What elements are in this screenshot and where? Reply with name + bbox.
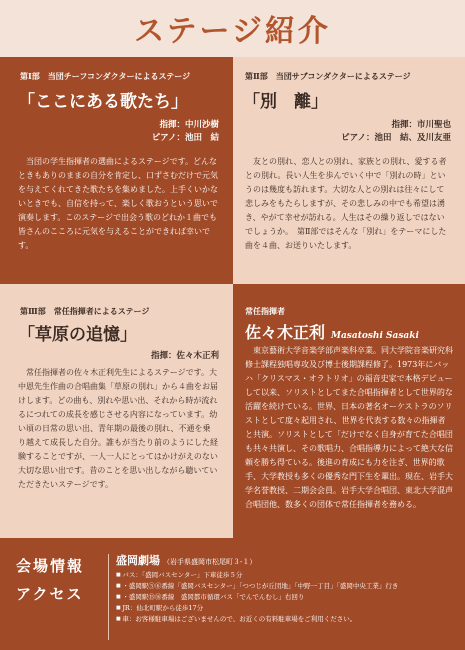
part1-description: 当団の学生指揮者の選曲によるステージです。どんなときもありのままの自分を肯定し、口ずさむだけで元気を与えてくれてきた歌たちを集めました。上手くいかないときでも、自信を持って、楽しく歌おうという思いで演奏します。このステージで出会う歌のどれか１曲でも皆さんのこころに元気を与えることができれば幸いです。 [18, 157, 218, 250]
part3-heading: 第Ⅲ部 常任指揮者によるステージ [20, 306, 150, 316]
conductor-name-jp: 佐々木正利 [245, 323, 326, 342]
part2-title: 「別 離」 [243, 92, 328, 112]
part2-panel [233, 57, 465, 284]
page-title: ステージ紹介 [134, 14, 331, 49]
part2-conductor: 指揮：市川聖也 [391, 120, 451, 130]
access-bus-route-2: ■ ・盛岡駅⑮⑯番線 盛岡都市循環バス「でんでんむし」右回り [116, 592, 398, 603]
part3-panel [0, 284, 233, 538]
conductor-label: 常任指揮者 [245, 306, 285, 316]
part1-credits [152, 119, 219, 145]
access-train: ■ JR：仙北町駅から徒歩17分 [116, 603, 398, 614]
part1-conductor: 指揮：中川沙樹 [159, 120, 219, 130]
part2-heading: 第Ⅱ部 当団サブコンダクターによるステージ [245, 71, 411, 81]
part1-title: 「ここにある歌たち」 [18, 92, 188, 112]
access-bus: ■ バス：「盛岡バスセンター」下車徒歩５分 [116, 570, 398, 581]
part1-panel [0, 57, 233, 284]
part2-piano: ピアノ：池田 結、及川友亜 [341, 133, 451, 143]
part2-credits [341, 119, 451, 145]
part3-conductor: 指揮：佐々木正利 [150, 351, 219, 361]
conductor-profile-panel [233, 284, 465, 538]
part1-piano: ピアノ：池田 結 [151, 133, 219, 143]
part3-description: 常任指揮者の佐々木正利先生によるステージです。大中恩先生作曲の合唱曲集「草原の別れ」から４曲をお届けします。どの曲も、別れや思い出、それから時が流れるにつれての成長を感じさせる内容になっています。幼い頃の日常の思い出、青年期の最後の別れ、不通を乗り越えて成長した自分。誰もが当たり前のようにした経験することですが、一人一人にとってはかけがえのない大切な思い出です。昔のことを思い出しながら聴いていただきたいステージです。 [18, 368, 218, 489]
part1-heading: 第Ⅰ部 当団チーフコンダクターによるステージ [20, 71, 191, 81]
conductor-biography: 東京藝術大学音楽学部声楽科卒業。同大学院音楽研究科修士課程独唱専攻及び博士後期課程修了。1973年にバッハ「クリスマス・オラトリオ」の福音史家で本格デビューして以来、ソリストとしてまた合唱指揮者として世界的な活躍を続けている。世界、日本の著名オーケストラのソリストとして度々起用され、世界を代表する数々の指揮者と共演。ソリストとして「だけでなく自身が育てた合唱団も共々共演し、その歌唱力、合唱指導力によって絶大な信頼を勝ち得ている。後進の育成にも力を注ぎ、世界的歌手、大学教授も多くの優秀な門下生を輩出。現在、岩手大学名誉教授、二期会会員。岩手大学合唱団、東北大学混声合唱団他、数多くの団体で常任指揮者を務める。 [245, 346, 453, 509]
venue-title: 盛岡劇場 [116, 554, 160, 567]
venue-info-label: 会場情報 [16, 557, 85, 575]
footer-divider [108, 554, 109, 640]
access-car: ■ 車：お客様駐車場はございませんので、お近くの有料駐車場をご利用ください。 [116, 614, 398, 625]
part3-credits [151, 350, 219, 363]
part2-description: 友との別れ、恋人との別れ、家族との別れ、愛する者との別れ。長い人生を歩んでいく中で「別れの時」というのは幾度も訪れます。大切な人との別れは往々にして悲しみをもたらしますが、その悲しみの中でも希望は湧き、やがて幸せが訪れる。人生はその繰り返しではないでしょうか。 第Ⅱ部ではそんな「別れ」をテーマにした曲を４曲、お送りいたします。 [245, 157, 447, 250]
access-bus-route-1: ■ ・盛岡駅⑤⑥番線「盛岡バスセンター」「つつじが丘団地」「中野一丁目」「盛岡中央工業」行き [116, 581, 398, 592]
conductor-name [245, 320, 419, 343]
venue-footer [0, 538, 465, 650]
footer-heading [16, 552, 84, 608]
venue-name [116, 552, 256, 568]
part3-title: 「草原の追憶」 [18, 325, 137, 345]
venue-address: （岩手県盛岡市松尾町３-１） [163, 558, 257, 566]
access-label: アクセス [16, 585, 84, 603]
access-list [116, 570, 398, 625]
conductor-name-roman: Masatoshi Sasaki [331, 331, 419, 341]
